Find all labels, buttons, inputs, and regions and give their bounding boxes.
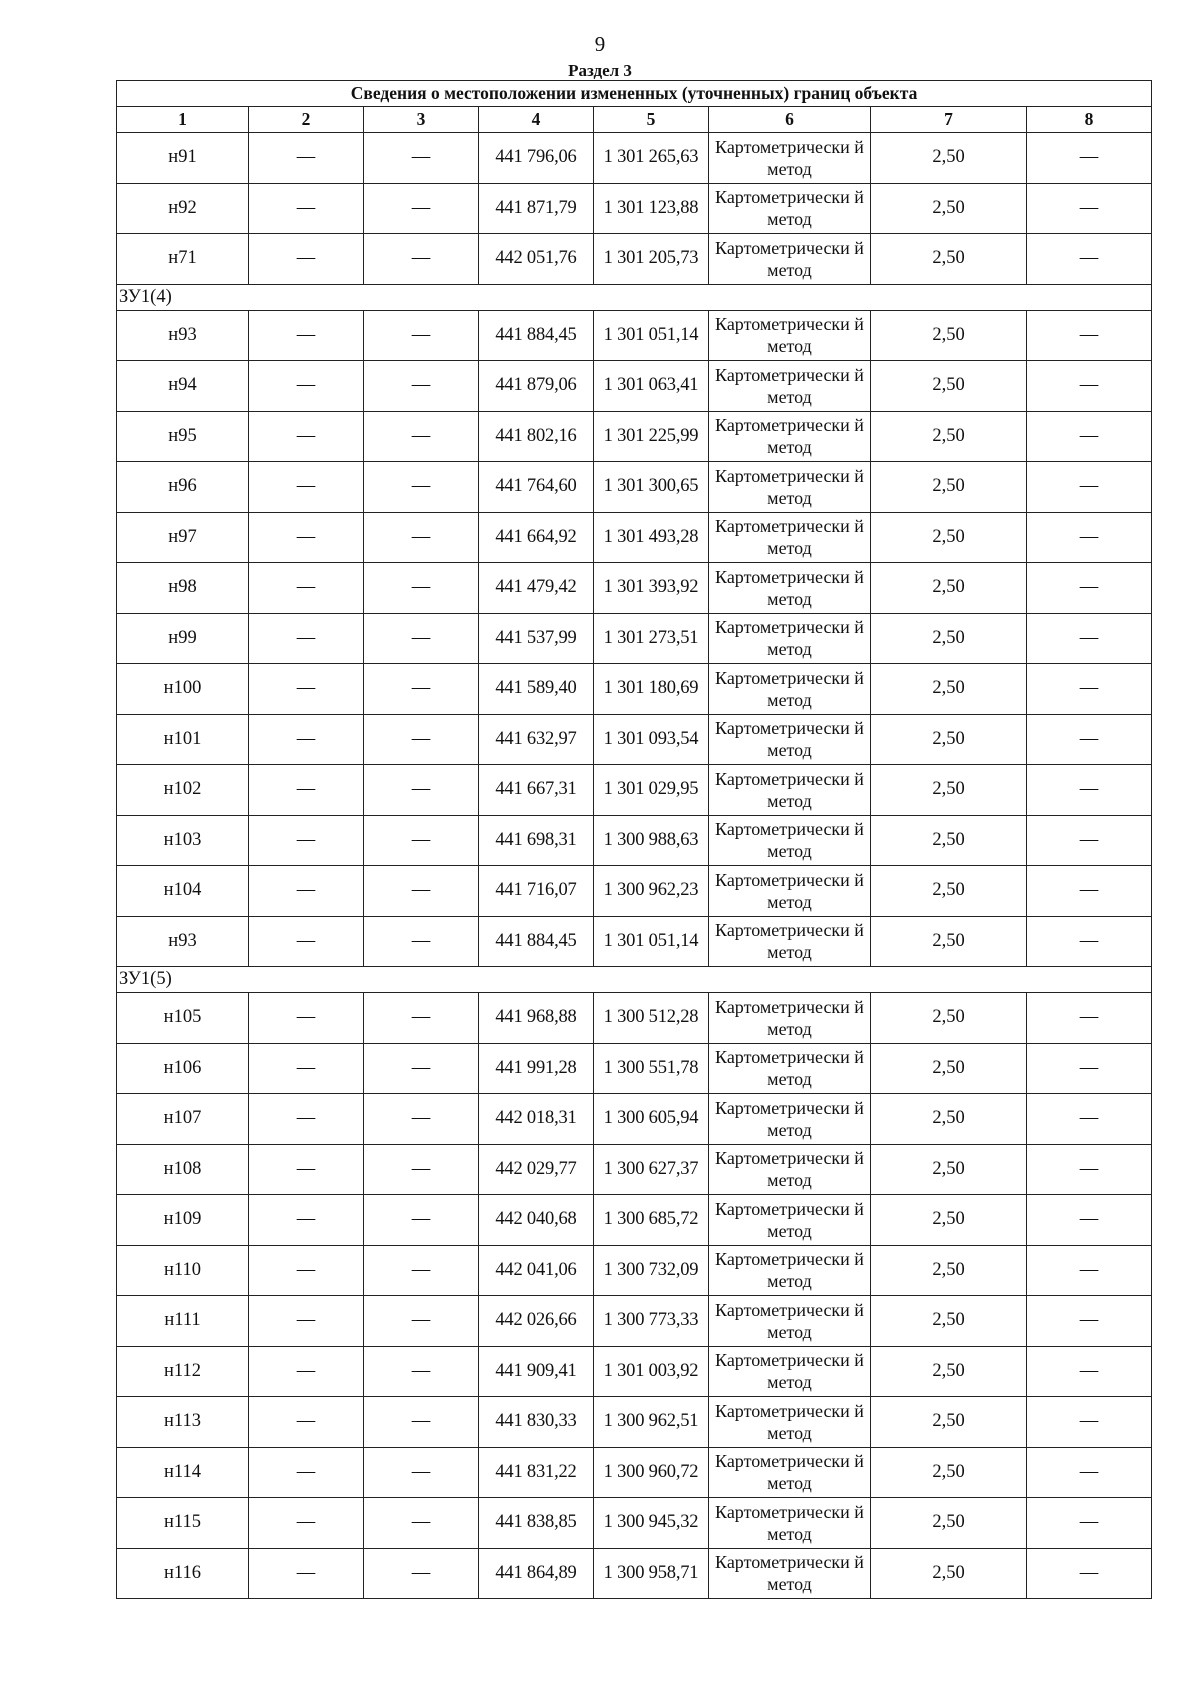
col2-cell: — (249, 993, 364, 1044)
col2-cell: — (249, 1144, 364, 1195)
method-cell: Картометрически й метод (709, 133, 871, 184)
group-header-row (117, 967, 1152, 993)
x-coordinate-cell: 441 909,41 (479, 1346, 594, 1397)
col2-cell: — (249, 1245, 364, 1296)
col3-cell: — (364, 361, 479, 412)
x-coordinate-cell: 441 716,07 (479, 866, 594, 917)
col3-cell: — (364, 1296, 479, 1347)
page-number: 9 (594, 32, 606, 56)
point-name-cell: н112 (117, 1346, 249, 1397)
col3-cell: — (364, 613, 479, 664)
col3-cell: — (364, 815, 479, 866)
y-coordinate-cell: 1 301 265,63 (594, 133, 709, 184)
col8-cell: — (1027, 1296, 1152, 1347)
table-row (117, 361, 1152, 412)
col3-cell: — (364, 993, 479, 1044)
point-name-cell: н114 (117, 1447, 249, 1498)
col2-cell: — (249, 1094, 364, 1145)
group-label: ЗУ1(4) (117, 284, 1152, 310)
accuracy-cell: 2,50 (871, 916, 1027, 967)
col3-cell: — (364, 1144, 479, 1195)
y-coordinate-cell: 1 300 551,78 (594, 1043, 709, 1094)
col3-cell: — (364, 1245, 479, 1296)
point-name-cell: н106 (117, 1043, 249, 1094)
column-number: 8 (1027, 107, 1152, 133)
table-row (117, 993, 1152, 1044)
accuracy-cell: 2,50 (871, 183, 1027, 234)
col2-cell: — (249, 411, 364, 462)
column-number-row (117, 107, 1152, 133)
col3-cell: — (364, 714, 479, 765)
y-coordinate-cell: 1 300 627,37 (594, 1144, 709, 1195)
col3-cell: — (364, 916, 479, 967)
point-name-cell: н97 (117, 512, 249, 563)
col2-cell: — (249, 1195, 364, 1246)
table-row (117, 1498, 1152, 1549)
accuracy-cell: 2,50 (871, 1346, 1027, 1397)
col8-cell: — (1027, 664, 1152, 715)
x-coordinate-cell: 441 884,45 (479, 916, 594, 967)
col2-cell: — (249, 1397, 364, 1448)
y-coordinate-cell: 1 301 029,95 (594, 765, 709, 816)
method-cell: Картометрически й метод (709, 183, 871, 234)
table-row (117, 133, 1152, 184)
col8-cell: — (1027, 714, 1152, 765)
group-label: ЗУ1(5) (117, 967, 1152, 993)
col8-cell: — (1027, 361, 1152, 412)
accuracy-cell: 2,50 (871, 411, 1027, 462)
y-coordinate-cell: 1 300 960,72 (594, 1447, 709, 1498)
table-row (117, 916, 1152, 967)
x-coordinate-cell: 441 479,42 (479, 563, 594, 614)
y-coordinate-cell: 1 301 063,41 (594, 361, 709, 412)
accuracy-cell: 2,50 (871, 1498, 1027, 1549)
point-name-cell: н93 (117, 916, 249, 967)
col3-cell: — (364, 765, 479, 816)
section-title: Раздел 3 (568, 61, 632, 80)
col2-cell: — (249, 1296, 364, 1347)
method-cell: Картометрически й метод (709, 361, 871, 412)
point-name-cell: н105 (117, 993, 249, 1044)
col8-cell: — (1027, 1346, 1152, 1397)
col8-cell: — (1027, 993, 1152, 1044)
col2-cell: — (249, 664, 364, 715)
col8-cell: — (1027, 133, 1152, 184)
method-cell: Картометрически й метод (709, 765, 871, 816)
column-number: 5 (594, 107, 709, 133)
point-name-cell: н107 (117, 1094, 249, 1145)
accuracy-cell: 2,50 (871, 1548, 1027, 1599)
col2-cell: — (249, 815, 364, 866)
col3-cell: — (364, 310, 479, 361)
point-name-cell: н102 (117, 765, 249, 816)
col8-cell: — (1027, 765, 1152, 816)
col8-cell: — (1027, 815, 1152, 866)
col3-cell: — (364, 1195, 479, 1246)
y-coordinate-cell: 1 300 962,51 (594, 1397, 709, 1448)
method-cell: Картометрически й метод (709, 664, 871, 715)
col3-cell: — (364, 1346, 479, 1397)
x-coordinate-cell: 441 802,16 (479, 411, 594, 462)
point-name-cell: н100 (117, 664, 249, 715)
col2-cell: — (249, 1346, 364, 1397)
col2-cell: — (249, 613, 364, 664)
x-coordinate-cell: 442 040,68 (479, 1195, 594, 1246)
table-row (117, 563, 1152, 614)
method-cell: Картометрически й метод (709, 1195, 871, 1246)
table-row (117, 664, 1152, 715)
col8-cell: — (1027, 1245, 1152, 1296)
accuracy-cell: 2,50 (871, 1447, 1027, 1498)
table-row (117, 1548, 1152, 1599)
y-coordinate-cell: 1 300 773,33 (594, 1296, 709, 1347)
method-cell: Картометрически й метод (709, 512, 871, 563)
table-row (117, 183, 1152, 234)
col8-cell: — (1027, 866, 1152, 917)
table-row (117, 1447, 1152, 1498)
accuracy-cell: 2,50 (871, 563, 1027, 614)
col3-cell: — (364, 1498, 479, 1549)
col3-cell: — (364, 1397, 479, 1448)
y-coordinate-cell: 1 300 958,71 (594, 1548, 709, 1599)
y-coordinate-cell: 1 301 051,14 (594, 310, 709, 361)
point-name-cell: н98 (117, 563, 249, 614)
method-cell: Картометрически й метод (709, 1346, 871, 1397)
x-coordinate-cell: 441 796,06 (479, 133, 594, 184)
table-row (117, 866, 1152, 917)
column-number: 3 (364, 107, 479, 133)
point-name-cell: н96 (117, 462, 249, 513)
x-coordinate-cell: 441 864,89 (479, 1548, 594, 1599)
y-coordinate-cell: 1 301 225,99 (594, 411, 709, 462)
col2-cell: — (249, 1447, 364, 1498)
col8-cell: — (1027, 183, 1152, 234)
col2-cell: — (249, 1043, 364, 1094)
col2-cell: — (249, 512, 364, 563)
y-coordinate-cell: 1 300 685,72 (594, 1195, 709, 1246)
point-name-cell: н113 (117, 1397, 249, 1448)
accuracy-cell: 2,50 (871, 462, 1027, 513)
point-name-cell: н108 (117, 1144, 249, 1195)
col3-cell: — (364, 411, 479, 462)
col8-cell: — (1027, 234, 1152, 285)
column-number: 4 (479, 107, 594, 133)
col3-cell: — (364, 183, 479, 234)
x-coordinate-cell: 441 698,31 (479, 815, 594, 866)
y-coordinate-cell: 1 301 051,14 (594, 916, 709, 967)
column-number: 6 (709, 107, 871, 133)
col2-cell: — (249, 563, 364, 614)
col3-cell: — (364, 512, 479, 563)
table-row (117, 512, 1152, 563)
accuracy-cell: 2,50 (871, 133, 1027, 184)
accuracy-cell: 2,50 (871, 361, 1027, 412)
col2-cell: — (249, 866, 364, 917)
accuracy-cell: 2,50 (871, 1245, 1027, 1296)
group-header-row (117, 284, 1152, 310)
x-coordinate-cell: 441 871,79 (479, 183, 594, 234)
col3-cell: — (364, 462, 479, 513)
col8-cell: — (1027, 563, 1152, 614)
col8-cell: — (1027, 512, 1152, 563)
point-name-cell: н101 (117, 714, 249, 765)
x-coordinate-cell: 441 664,92 (479, 512, 594, 563)
col2-cell: — (249, 310, 364, 361)
table-row (117, 1296, 1152, 1347)
y-coordinate-cell: 1 301 123,88 (594, 183, 709, 234)
y-coordinate-cell: 1 301 003,92 (594, 1346, 709, 1397)
y-coordinate-cell: 1 300 605,94 (594, 1094, 709, 1145)
col2-cell: — (249, 916, 364, 967)
table-row (117, 1346, 1152, 1397)
point-name-cell: н94 (117, 361, 249, 412)
method-cell: Картометрически й метод (709, 714, 871, 765)
x-coordinate-cell: 441 667,31 (479, 765, 594, 816)
column-number: 1 (117, 107, 249, 133)
col8-cell: — (1027, 462, 1152, 513)
col8-cell: — (1027, 1447, 1152, 1498)
x-coordinate-cell: 442 026,66 (479, 1296, 594, 1347)
point-name-cell: н92 (117, 183, 249, 234)
method-cell: Картометрически й метод (709, 1094, 871, 1145)
x-coordinate-cell: 441 537,99 (479, 613, 594, 664)
table-row (117, 1245, 1152, 1296)
method-cell: Картометрически й метод (709, 234, 871, 285)
accuracy-cell: 2,50 (871, 1195, 1027, 1246)
col8-cell: — (1027, 1397, 1152, 1448)
col8-cell: — (1027, 1498, 1152, 1549)
table-row (117, 765, 1152, 816)
accuracy-cell: 2,50 (871, 1144, 1027, 1195)
method-cell: Картометрически й метод (709, 1245, 871, 1296)
table-row (117, 714, 1152, 765)
x-coordinate-cell: 441 831,22 (479, 1447, 594, 1498)
method-cell: Картометрически й метод (709, 1548, 871, 1599)
table-row (117, 1397, 1152, 1448)
point-name-cell: н116 (117, 1548, 249, 1599)
col2-cell: — (249, 183, 364, 234)
col2-cell: — (249, 765, 364, 816)
accuracy-cell: 2,50 (871, 234, 1027, 285)
accuracy-cell: 2,50 (871, 1296, 1027, 1347)
point-name-cell: н71 (117, 234, 249, 285)
accuracy-cell: 2,50 (871, 765, 1027, 816)
method-cell: Картометрически й метод (709, 1397, 871, 1448)
point-name-cell: н104 (117, 866, 249, 917)
x-coordinate-cell: 442 029,77 (479, 1144, 594, 1195)
method-cell: Картометрически й метод (709, 866, 871, 917)
y-coordinate-cell: 1 301 300,65 (594, 462, 709, 513)
method-cell: Картометрически й метод (709, 411, 871, 462)
col3-cell: — (364, 664, 479, 715)
col8-cell: — (1027, 411, 1152, 462)
col3-cell: — (364, 234, 479, 285)
y-coordinate-cell: 1 301 205,73 (594, 234, 709, 285)
col3-cell: — (364, 1043, 479, 1094)
method-cell: Картометрически й метод (709, 1296, 871, 1347)
col2-cell: — (249, 1498, 364, 1549)
point-name-cell: н109 (117, 1195, 249, 1246)
col8-cell: — (1027, 1144, 1152, 1195)
column-number: 2 (249, 107, 364, 133)
accuracy-cell: 2,50 (871, 1043, 1027, 1094)
method-cell: Картометрически й метод (709, 815, 871, 866)
point-name-cell: н103 (117, 815, 249, 866)
col2-cell: — (249, 462, 364, 513)
table-caption: Сведения о местоположении измененных (уточненных) границ объекта (117, 81, 1152, 107)
table-row (117, 411, 1152, 462)
accuracy-cell: 2,50 (871, 613, 1027, 664)
table-row (117, 1094, 1152, 1145)
x-coordinate-cell: 442 051,76 (479, 234, 594, 285)
x-coordinate-cell: 441 991,28 (479, 1043, 594, 1094)
method-cell: Картометрически й метод (709, 613, 871, 664)
y-coordinate-cell: 1 300 945,32 (594, 1498, 709, 1549)
x-coordinate-cell: 441 879,06 (479, 361, 594, 412)
y-coordinate-cell: 1 300 988,63 (594, 815, 709, 866)
y-coordinate-cell: 1 301 493,28 (594, 512, 709, 563)
table-row (117, 815, 1152, 866)
table-row (117, 462, 1152, 513)
col2-cell: — (249, 133, 364, 184)
x-coordinate-cell: 441 632,97 (479, 714, 594, 765)
point-name-cell: н95 (117, 411, 249, 462)
method-cell: Картометрически й метод (709, 916, 871, 967)
col2-cell: — (249, 234, 364, 285)
y-coordinate-cell: 1 301 180,69 (594, 664, 709, 715)
point-name-cell: н111 (117, 1296, 249, 1347)
point-name-cell: н91 (117, 133, 249, 184)
column-number: 7 (871, 107, 1027, 133)
col8-cell: — (1027, 916, 1152, 967)
col3-cell: — (364, 563, 479, 614)
method-cell: Картометрически й метод (709, 1447, 871, 1498)
col2-cell: — (249, 361, 364, 412)
y-coordinate-cell: 1 300 512,28 (594, 993, 709, 1044)
method-cell: Картометрически й метод (709, 1498, 871, 1549)
y-coordinate-cell: 1 300 732,09 (594, 1245, 709, 1296)
point-name-cell: н110 (117, 1245, 249, 1296)
point-name-cell: н93 (117, 310, 249, 361)
method-cell: Картометрически й метод (709, 310, 871, 361)
x-coordinate-cell: 441 764,60 (479, 462, 594, 513)
table-row (117, 310, 1152, 361)
table-row (117, 1195, 1152, 1246)
col3-cell: — (364, 1447, 479, 1498)
col3-cell: — (364, 1548, 479, 1599)
x-coordinate-cell: 441 838,85 (479, 1498, 594, 1549)
table-row (117, 613, 1152, 664)
accuracy-cell: 2,50 (871, 1094, 1027, 1145)
col8-cell: — (1027, 613, 1152, 664)
boundary-coordinates-table (116, 80, 1152, 1599)
point-name-cell: н115 (117, 1498, 249, 1549)
accuracy-cell: 2,50 (871, 310, 1027, 361)
accuracy-cell: 2,50 (871, 866, 1027, 917)
method-cell: Картометрически й метод (709, 1043, 871, 1094)
table-row (117, 1043, 1152, 1094)
method-cell: Картометрически й метод (709, 1144, 871, 1195)
x-coordinate-cell: 441 830,33 (479, 1397, 594, 1448)
method-cell: Картометрически й метод (709, 993, 871, 1044)
x-coordinate-cell: 441 884,45 (479, 310, 594, 361)
y-coordinate-cell: 1 301 393,92 (594, 563, 709, 614)
table-row (117, 234, 1152, 285)
x-coordinate-cell: 441 968,88 (479, 993, 594, 1044)
col3-cell: — (364, 1094, 479, 1145)
col8-cell: — (1027, 1043, 1152, 1094)
col8-cell: — (1027, 1548, 1152, 1599)
table-row (117, 1144, 1152, 1195)
col3-cell: — (364, 133, 479, 184)
x-coordinate-cell: 441 589,40 (479, 664, 594, 715)
col8-cell: — (1027, 310, 1152, 361)
accuracy-cell: 2,50 (871, 1397, 1027, 1448)
y-coordinate-cell: 1 300 962,23 (594, 866, 709, 917)
col8-cell: — (1027, 1094, 1152, 1145)
accuracy-cell: 2,50 (871, 993, 1027, 1044)
accuracy-cell: 2,50 (871, 714, 1027, 765)
y-coordinate-cell: 1 301 093,54 (594, 714, 709, 765)
col8-cell: — (1027, 1195, 1152, 1246)
accuracy-cell: 2,50 (871, 664, 1027, 715)
method-cell: Картометрически й метод (709, 563, 871, 614)
point-name-cell: н99 (117, 613, 249, 664)
col2-cell: — (249, 1548, 364, 1599)
col3-cell: — (364, 866, 479, 917)
accuracy-cell: 2,50 (871, 815, 1027, 866)
accuracy-cell: 2,50 (871, 512, 1027, 563)
col2-cell: — (249, 714, 364, 765)
y-coordinate-cell: 1 301 273,51 (594, 613, 709, 664)
x-coordinate-cell: 442 018,31 (479, 1094, 594, 1145)
table-caption-row (117, 81, 1152, 107)
x-coordinate-cell: 442 041,06 (479, 1245, 594, 1296)
method-cell: Картометрически й метод (709, 462, 871, 513)
